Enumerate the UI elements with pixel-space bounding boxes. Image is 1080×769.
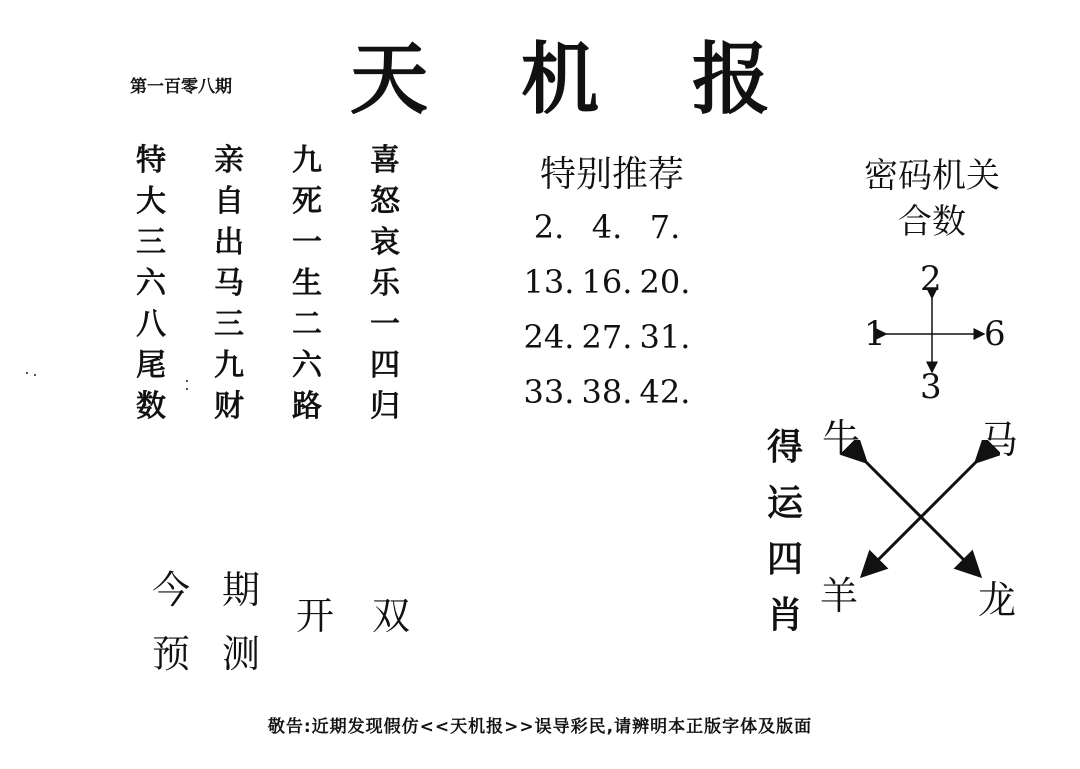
poem-cell: 一 xyxy=(292,225,322,260)
code-subtitle: 合数 xyxy=(898,202,966,242)
recommend-number: 27. xyxy=(581,318,633,356)
poem-cell: 特 xyxy=(136,143,166,178)
poem-cell: 归 xyxy=(370,389,400,424)
zodiac-label-char-3: 四 xyxy=(766,539,803,580)
prediction-label-1: 今 xyxy=(152,568,191,612)
zodiac-label-char-4: 肖 xyxy=(766,595,803,636)
recommend-number: 16. xyxy=(581,263,633,301)
masthead-title xyxy=(350,30,770,130)
title-char-3: 报 xyxy=(691,34,770,125)
zodiac-top-right: 马 xyxy=(980,418,1019,462)
recommend-number: 7. xyxy=(649,208,681,246)
poem-cell: 六 xyxy=(136,266,166,301)
zodiac-cross xyxy=(840,440,1000,590)
prediction-label-3: 预 xyxy=(152,632,191,676)
poem-grid xyxy=(112,140,422,427)
recommend-number: 38. xyxy=(581,373,633,411)
prediction-value-2: 双 xyxy=(372,594,411,638)
recommend-number: 31. xyxy=(639,318,691,356)
recommend-number: 13. xyxy=(523,263,575,301)
issue-number: 第一百零八期 xyxy=(130,77,232,97)
poem-cell: 三 xyxy=(136,225,166,260)
poem-cell: 数 xyxy=(136,389,166,424)
recommend-number: 24. xyxy=(523,318,575,356)
poem-cell: 怒 xyxy=(370,184,400,219)
recommend-number: 2. xyxy=(533,208,565,246)
title-char-1: 天 xyxy=(350,34,429,125)
print-speck xyxy=(186,380,188,382)
poem-cell: 路 xyxy=(292,389,322,424)
recommend-number: 4. xyxy=(591,208,623,246)
code-left: 1 xyxy=(864,314,886,354)
print-speck xyxy=(34,374,36,376)
zodiac-top-left: 牛 xyxy=(822,416,861,460)
poem-cell: 马 xyxy=(214,266,244,301)
poem-cell: 尾 xyxy=(136,348,166,383)
poem-cell: 一 xyxy=(370,307,400,342)
title-char-2: 机 xyxy=(520,34,599,125)
x-arrows-icon xyxy=(840,440,1000,590)
recommend-number: 20. xyxy=(639,263,691,301)
poem-cell: 死 xyxy=(292,184,322,219)
print-speck xyxy=(186,388,188,390)
poem-cell: 四 xyxy=(370,348,400,383)
poem-cell: 自 xyxy=(214,184,244,219)
poem-cell: 九 xyxy=(214,348,244,383)
zodiac-label-char-2: 运 xyxy=(766,483,803,524)
poem-cell: 亲 xyxy=(214,143,244,178)
notice-text: 敬告:近期发现假仿<<天机报>>误导彩民,请辨明本正版字体及版面 xyxy=(267,717,813,737)
code-top: 2 xyxy=(920,259,942,299)
zodiac-bottom-right: 龙 xyxy=(978,578,1017,622)
zodiac-label-char-1: 得 xyxy=(766,427,803,468)
poem-cell: 三 xyxy=(214,307,244,342)
poem-cell: 大 xyxy=(136,184,166,219)
recommend-title: 特别推荐 xyxy=(539,154,684,195)
recommend-numbers xyxy=(520,200,710,420)
poem-cell: 哀 xyxy=(370,225,400,260)
poem-cell: 八 xyxy=(136,307,166,342)
poem-cell: 六 xyxy=(292,348,322,383)
prediction-label-2: 期 xyxy=(222,568,261,612)
prediction-label-4: 测 xyxy=(222,632,261,676)
code-title: 密码机关 xyxy=(864,156,1000,196)
poem-cell: 喜 xyxy=(370,143,400,178)
code-bottom: 3 xyxy=(920,367,942,407)
prediction-value-1: 开 xyxy=(296,594,335,638)
poem-cell: 财 xyxy=(214,389,244,424)
poem-cell: 出 xyxy=(214,225,244,260)
recommend-number: 33. xyxy=(523,373,575,411)
poem-cell: 九 xyxy=(292,143,322,178)
code-right: 6 xyxy=(984,314,1006,354)
zodiac-bottom-left: 羊 xyxy=(820,574,859,618)
poem-cell: 生 xyxy=(292,266,322,301)
zodiac-label xyxy=(760,420,810,644)
code-cross xyxy=(850,260,1020,410)
poem-cell: 二 xyxy=(292,307,322,342)
print-speck xyxy=(26,372,28,374)
poem-cell: 乐 xyxy=(370,266,400,301)
recommend-number: 42. xyxy=(639,373,691,411)
